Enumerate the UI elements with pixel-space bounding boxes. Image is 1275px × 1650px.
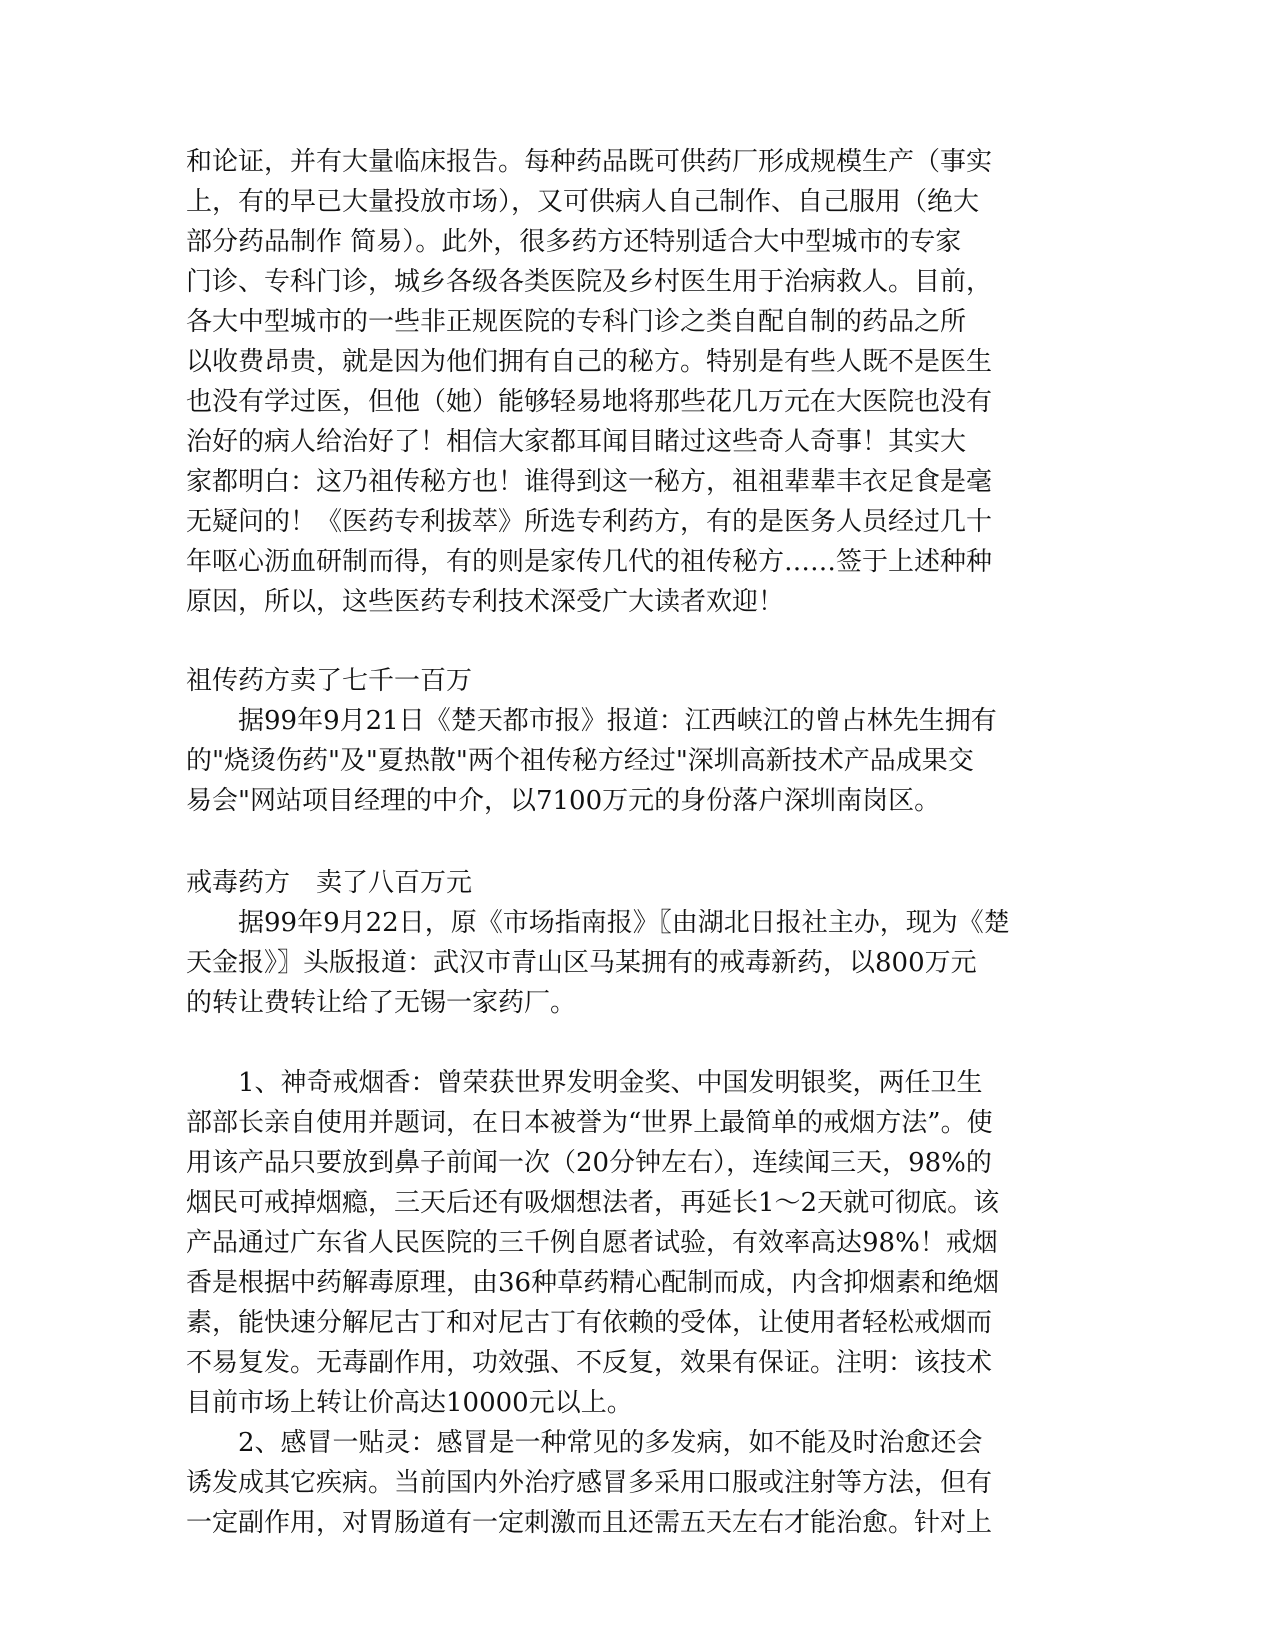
- text-line: 素，能快速分解尼古丁和对尼古丁有依赖的受体，让使用者轻松戒烟而: [186, 1308, 993, 1338]
- text-line: 以收费昂贵，就是因为他们拥有自己的秘方。特别是有些人既不是医生: [186, 347, 993, 377]
- text-line: 据99年9月21日《楚天都市报》报道：江西峡江的曾占林先生拥有: [238, 706, 997, 736]
- text-line: 门诊、专科门诊，城乡各级各类医院及乡村医生用于治病救人。目前，: [186, 267, 993, 297]
- text-line: 部分药品制作 简易）。此外，很多药方还特别适合大中型城市的专家: [186, 227, 962, 257]
- text-line: 也没有学过医，但他（她）能够轻易地将那些花几万元在大医院也没有: [186, 387, 993, 417]
- section-heading: 祖传药方卖了七千一百万: [186, 666, 473, 696]
- text-line: 产品通过广东省人民医院的三千例自愿者试验，有效率高达98%！戒烟: [186, 1228, 998, 1258]
- text-line: 天金报》〗头版报道：武汉市青山区马某拥有的戒毒新药，以800万元: [186, 948, 977, 978]
- text-line: 治好的病人给治好了！相信大家都耳闻目睹过这些奇人奇事！其实大: [186, 427, 967, 457]
- text-line: 年呕心沥血研制而得，有的则是家传几代的祖传秘方……签于上述种种: [186, 547, 993, 577]
- text-line: 易会"网站项目经理的中介，以7100万元的身份落户深圳南岗区。: [186, 786, 941, 816]
- text-line: 各大中型城市的一些非正规医院的专科门诊之类自配自制的药品之所: [186, 307, 967, 337]
- text-line: 部部长亲自使用并题词，在日本被誉为“世界上最简单的戒烟方法”。使: [186, 1108, 993, 1138]
- section-inheritance-recipe: [186, 661, 1086, 821]
- section-detox-recipe: [186, 863, 1086, 1023]
- text-line: 原因，所以，这些医药专利技术深受广大读者欢迎！: [186, 587, 785, 617]
- text-line: 目前市场上转让价高达10000元以上。: [186, 1388, 633, 1418]
- text-line: 的转让费转让给了无锡一家药厂。: [186, 988, 577, 1018]
- text-line: 诱发成其它疾病。当前国内外治疗感冒多采用口服或注射等方法，但有: [186, 1468, 993, 1498]
- text-line: 家都明白：这乃祖传秘方也！谁得到这一秘方，祖祖辈辈丰衣足食是毫: [186, 467, 993, 497]
- intro-paragraph: [186, 142, 1086, 622]
- text-line: 和论证，并有大量临床报告。每种药品既可供药厂形成规模生产（事实: [186, 147, 993, 177]
- text-line: 的"烧烫伤药"及"夏热散"两个祖传秘方经过"深圳高新技术产品成果交: [186, 746, 974, 776]
- text-line: 1、神奇戒烟香：曾荣获世界发明金奖、中国发明银奖，两任卫生: [238, 1068, 983, 1098]
- text-line: 不易复发。无毒副作用，功效强、不反复，效果有保证。注明：该技术: [186, 1348, 993, 1378]
- text-line: 用该产品只要放到鼻子前闻一次（20分钟左右），连续闻三天，98%的: [186, 1148, 992, 1178]
- text-line: 香是根据中药解毒原理，由36种草药精心配制而成，内含抑烟素和绝烟: [186, 1268, 1000, 1298]
- section-heading: 戒毒药方 卖了八百万元: [186, 868, 473, 898]
- text-line: 烟民可戒掉烟瘾，三天后还有吸烟想法者，再延长1～2天就可彻底。该: [186, 1188, 1000, 1218]
- item-smoking-cessation: [186, 1063, 1086, 1423]
- text-line: 据99年9月22日，原《市场指南报》〖由湖北日报社主办，现为《楚: [238, 908, 1010, 938]
- text-line: 上，有的早已大量投放市场），又可供病人自己制作、自己服用（绝大: [186, 187, 980, 217]
- item-cold-patch: [186, 1423, 1086, 1543]
- text-line: 一定副作用，对胃肠道有一定刺激而且还需五天左右才能治愈。针对上: [186, 1508, 993, 1538]
- text-line: 无疑问的！《医药专利拔萃》所选专利药方，有的是医务人员经过几十: [186, 507, 993, 537]
- text-line: 2、感冒一贴灵：感冒是一种常见的多发病，如不能及时治愈还会: [238, 1428, 983, 1458]
